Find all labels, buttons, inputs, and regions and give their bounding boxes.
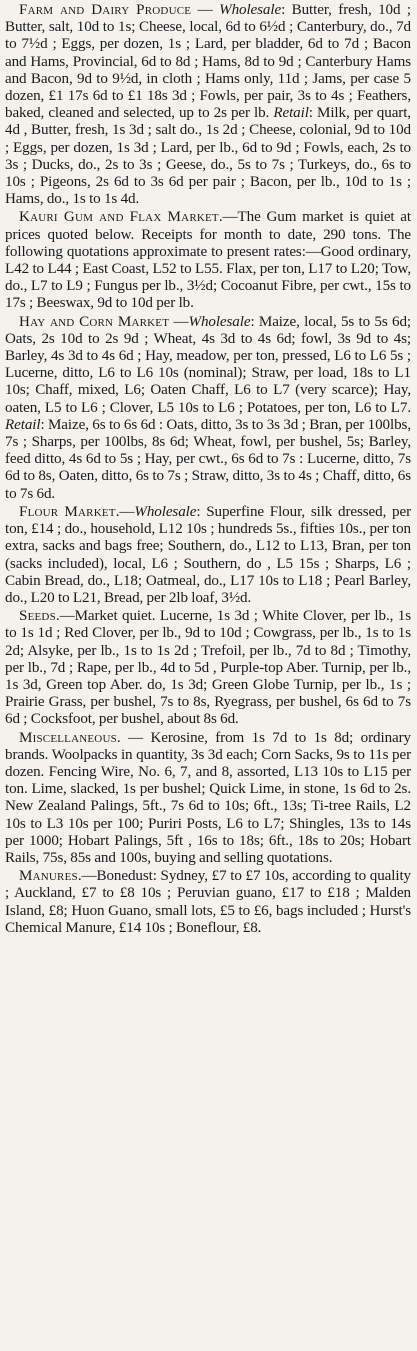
- section-body: The Gum market is quiet at prices quoted below. Receipts for month to date, 290 tons. The following quotations approximate to present rates:—Good ordinary, L42 to L44 ; East Coast, L52 to L55. Flax, per ton, L17 to L20; Tow, do., L7 to L9 ; Fungus per lb., 3½d; Cocoanut Fibre, per cwt., 15s to 17s ; Beeswax, 9d to 10d per lb.: [5, 209, 411, 312]
- section-heading: Kauri Gum and Flax Market: [19, 209, 219, 226]
- section-heading: Miscellaneous: [19, 729, 117, 746]
- section-flour: [5, 504, 411, 607]
- section-heading: Hay and Corn Market: [19, 313, 170, 330]
- subheading-wholesale: Wholesale: [134, 503, 197, 520]
- section-farm-dairy: [5, 2, 411, 208]
- subheading-retail: Retail: [273, 105, 309, 122]
- heading-separator: .—: [115, 503, 135, 520]
- section-body: Kerosine, from 1s 7d to 1s 8d; ordinary brands. Woolpacks in quantity, 3s 3d each; Corn Sacks, 9s to 11s per dozen. Fencing Wire, No. 6, 7, and 8, assorted, L13 10s to L15 per ton. Lime, slacked, 1s per bushel; Quick Lime, in stone, 1s 6d to 2s. New Zealand Palings, 5ft., 7s 6d to 10s; 6ft., 13s; Ti-tree Rails, L2 10s to L3 10s per 100; Puriri Posts, L6 to L7; Shingles, 13s to 14s per 1000; Hobart Palings, 5ft , 16s to 18s; 6ft., 18s to 20s; Hobart Rails, 75s, 85s and 100s, buying and selling quotations.: [5, 729, 411, 866]
- section-body: : Maize, local, 5s to 5s 6d; Oats, 2s 10d to 2s 9d ; Wheat, 4s 3d to 4s 6d; fowl, 3s 9d to 4s; Barley, 4s 3d to 4s 6d ; Hay, meadow, per ton, pressed, L6 to L6 5s ; Lucerne, ditto, L6 to L6 10s (nominal); Straw, per load, 18s to L1 10s; Chaff, mixed, L6; Oaten Chaff, L6 to L7 (very scarce); Hay, oaten, L5 to L6 ; Clover, L5 10s to L6 ; Potatoes, per ton, L6 to L7.: [5, 313, 411, 416]
- heading-separator: .—: [77, 868, 97, 885]
- heading-separator: —: [169, 313, 189, 330]
- subheading-retail: Retail: [5, 416, 41, 433]
- section-body: : Superfine Flour, silk dressed, per ton, £14 ; do., household, L12 10s ; hundreds 5s., fifties 10s., per ton extra, sacks and bags free; Southern, do., L12 to L13, Bran, per ton (sacks included), local, L6 ; Southern, do , L5 15s ; Sharps, L6 ; Cabin Bread, do., L18; Oatmeal, do., L17 10s to L18 ; Pearl Barley, do., L20 to L21, Bread, per 2lb loaf, 3½d.: [5, 503, 412, 606]
- section-heading: Flour Market: [19, 503, 116, 520]
- section-seeds: [5, 608, 411, 728]
- section-body: Market quiet. Lucerne, 1s 3d ; White Clover, per lb., 1s to 1s 1d ; Red Clover, per lb., 9d to 10d ; Cowgrass, per lb., 1s to 1s 2d; Alsyke, per lb., 1s to 1s 2d ; Trefoil, per lb., 7d to 8d ; Timothy, per lb., 7d ; Rape, per lb., 4d to 5d , Purple-top Aber. Turnip, per lb., 1s 3d, Green top Aber. do, 1s 3d; Green Globe Turnip, per lb., 1s ; Prairie Grass, per bushel, 7s to 8s, Ryegrass, per bushel, 6s 6d to 7s 6d ; Cocksfoot, per bushel, about 8s 6d.: [5, 608, 411, 728]
- section-kauri-gum-flax: [5, 209, 411, 312]
- section-heading: Seeds: [19, 608, 56, 625]
- heading-separator: .—: [55, 608, 75, 625]
- heading-separator: . —: [116, 729, 151, 746]
- subheading-wholesale: Wholesale: [219, 2, 282, 18]
- section-manures: [5, 868, 411, 937]
- section-body: Bonedust: Sydney, £7 to £7 10s, according to quality ; Auckland, £7 to £8 10s ; Peruvian guano, £17 to £18 ; Malden Island, £8; Huon Guano, small lots, £5 to £6, bags included ; Hurst's Chemical Manure, £14 10s ; Boneflour, £8.: [5, 868, 411, 936]
- section-heading: Farm and Dairy Produce: [19, 2, 192, 18]
- section-body-retail: : Milk, per quart, 4d , Butter, fresh, 1s 3d ; salt do., 1s 2d ; Cheese, colonial, 9d to 10d ; Eggs, per dozen, 1s 3d ; Lard, per lb., 6d to 9d ; Fowls, each, 2s to 3s ; Ducks, do., 2s to 3s ; Geese, do., 5s to 7s ; Turkeys, do., 6s to 10s ; Pigeons, 2s 6d to 3s 6d per pair ; Bacon, per lb., 10d to 1s ; Hams, do., 1s to 1s 4d.: [5, 105, 411, 208]
- section-body: : Butter, fresh, 10d ; Butter, salt, 10d to 1s; Cheese, local, 6d to 6½d ; Canterbury, do., 7d to 7½d ; Eggs, per dozen, 1s ; Lard, per bladder, 6d to 7d ; Bacon and Hams, Provincial, 6d to 8d ; Hams, 8d to 9d ; Canterbury Hams and Bacon, 9d to 9½d, in cloth ; Hams only, 11d ; Jams, per case 5 dozen, £1 17s 6d to £1 18s 3d ; Fowls, per pair, 3s to 4s ; Feathers, baked, cleaned and selected, up to 2s per lb.: [5, 2, 411, 122]
- section-miscellaneous: [5, 730, 411, 868]
- heading-separator: .—: [218, 209, 238, 226]
- section-hay-corn: [5, 314, 411, 503]
- heading-separator: —: [191, 2, 220, 18]
- section-body-retail: : Maize, 6s to 6s 6d : Oats, ditto, 3s to 3s 3d ; Bran, per 100lbs, 7s ; Sharps, per 100lbs, 8s 6d; Wheat, fowl, per bushel, 5s; Barley, feed ditto, 4s 6d to 5s ; Hay, per cwt., 6s 6d to 7s : Lucerne, ditto, 7s 6d to 8s, Oaten, ditto, 6s to 7s ; Straw, ditto, 3s to 4s ; Chaff, ditto, 6s to 7s 6d.: [5, 416, 411, 502]
- subheading-wholesale: Wholesale: [188, 313, 251, 330]
- section-heading: Manures: [19, 868, 78, 885]
